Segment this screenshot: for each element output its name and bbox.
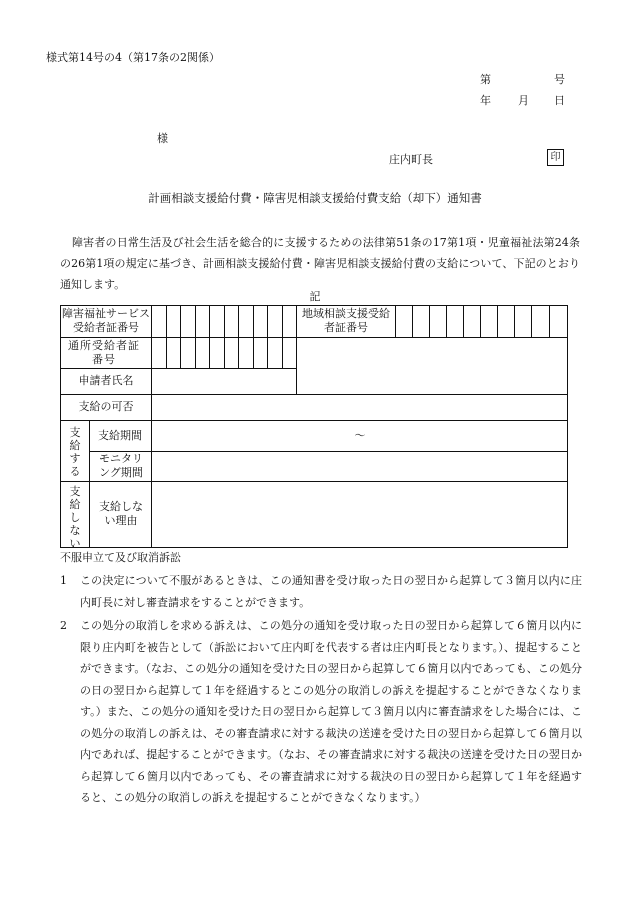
- digit-box-divider: [180, 305, 181, 369]
- grant-period-label: 支給期間: [98, 429, 142, 442]
- table-rule: [395, 305, 396, 338]
- deny-reason-label: 支給しない理由: [99, 500, 143, 527]
- deny-group-label: 支給しない: [69, 485, 81, 550]
- seal-stamp: 印: [547, 149, 564, 166]
- period-separator: ～: [354, 429, 366, 442]
- date-month-label: 月: [518, 94, 529, 107]
- note-item: [60, 570, 582, 613]
- table-rule: [60, 368, 296, 369]
- date-day-label: 日: [554, 94, 565, 107]
- digit-box-divider: [463, 305, 464, 338]
- digit-box-divider: [195, 305, 196, 369]
- document-number-prefix: 第: [480, 73, 491, 86]
- digit-box-divider: [267, 305, 268, 369]
- table-rule: [89, 420, 90, 548]
- digit-box-divider: [549, 305, 550, 338]
- digit-box-divider: [166, 305, 167, 369]
- table-rule: [567, 305, 568, 548]
- outpatient-cert-number-label: 通所受給者証番号: [68, 339, 140, 366]
- note-number: 2: [60, 619, 67, 632]
- monitoring-period-label: モニタリング期間: [99, 452, 143, 479]
- form-number: 様式第14号の4（第17条の2関係）: [46, 51, 220, 64]
- table-rule: [60, 420, 568, 421]
- intro-paragraph: 障害者の日常生活及び社会生活を総合的に支援するための法律第51条の17第1項・児童福祉法第24条の26第1項の規定に基づき、計画相談支援給付費・障害児相談支援給付費の支給について、下記のとおり通知します。: [60, 236, 580, 291]
- document-number-suffix: 号: [554, 73, 565, 86]
- table-rule: [60, 394, 568, 395]
- applicant-name-label: 申請者氏名: [78, 374, 134, 387]
- note-item: [60, 615, 582, 809]
- digit-box-divider: [253, 305, 254, 369]
- ki-marker: 記: [309, 290, 321, 303]
- note-number: 1: [60, 574, 67, 587]
- document-title: 計画相談支援給付費・障害児相談支援給付費支給（却下）通知書: [148, 191, 482, 205]
- table-rule: [89, 451, 568, 452]
- regional-cert-number-label: 地域相談支援受給者証番号: [302, 307, 390, 334]
- table-rule: [296, 305, 297, 395]
- table-rule: [60, 481, 568, 482]
- note-text: この決定について不服があるときは、この通知書を受け取った日の翌日から起算して３箇月以内に庄内町長に対し審査請求をすることができます。: [80, 574, 582, 609]
- table-rule: [151, 305, 152, 548]
- digit-box-divider: [514, 305, 515, 338]
- digit-box-divider: [497, 305, 498, 338]
- digit-box-divider: [429, 305, 430, 338]
- date-year-label: 年: [480, 94, 491, 107]
- table-rule: [60, 305, 568, 306]
- digit-box-divider: [531, 305, 532, 338]
- appeal-notes: [60, 548, 582, 809]
- note-text: この処分の取消しを求める訴えは、この処分の通知を受け取った日の翌日から起算して６箇月以内に限り庄内町を被告として（訴訟において庄内町を代表する者は庄内町長となります。）、提起することができます。（なお、この処分の通知を受けた日の翌日から起算して６箇月以内であっても、この処分の日の翌日から起算して１年を経過するとこの処分の取消しの訴えを提起することができなくなります。）また、この処分の通知を受けた日の翌日から起算して３箇月以内に審査請求をした場合には、この処分の取消しの訴えは、その審査請求に対する裁決の送達を受けた日の翌日から起算して６箇月以内であれば、提起することができます。（なお、その審査請求に対する裁決の送達を受けた日の翌日から起算して６箇月以内であっても、その審査請求に対する裁決の日の翌日から起算して１年を経過すると、この処分の取消しの訴えを提起することができなくなります。）: [80, 619, 582, 804]
- table-rule: [60, 337, 568, 338]
- digit-box-divider: [209, 305, 210, 369]
- digit-box-divider: [412, 305, 413, 338]
- approval-label: 支給の可否: [78, 400, 134, 413]
- digit-box-divider: [224, 305, 225, 369]
- recipient-cert-number-label: 障害福祉サービス受給者証番号: [62, 307, 150, 334]
- grant-group-label: 支給する: [69, 426, 81, 478]
- issuer-name: 庄内町長: [389, 153, 433, 166]
- recipient-honorific: 様: [157, 132, 168, 145]
- notes-heading: 不服申立て及び取消訴訟: [60, 551, 181, 564]
- digit-box-divider: [282, 305, 283, 369]
- digit-box-divider: [446, 305, 447, 338]
- table-rule: [60, 305, 61, 548]
- digit-box-divider: [480, 305, 481, 338]
- digit-box-divider: [238, 305, 239, 369]
